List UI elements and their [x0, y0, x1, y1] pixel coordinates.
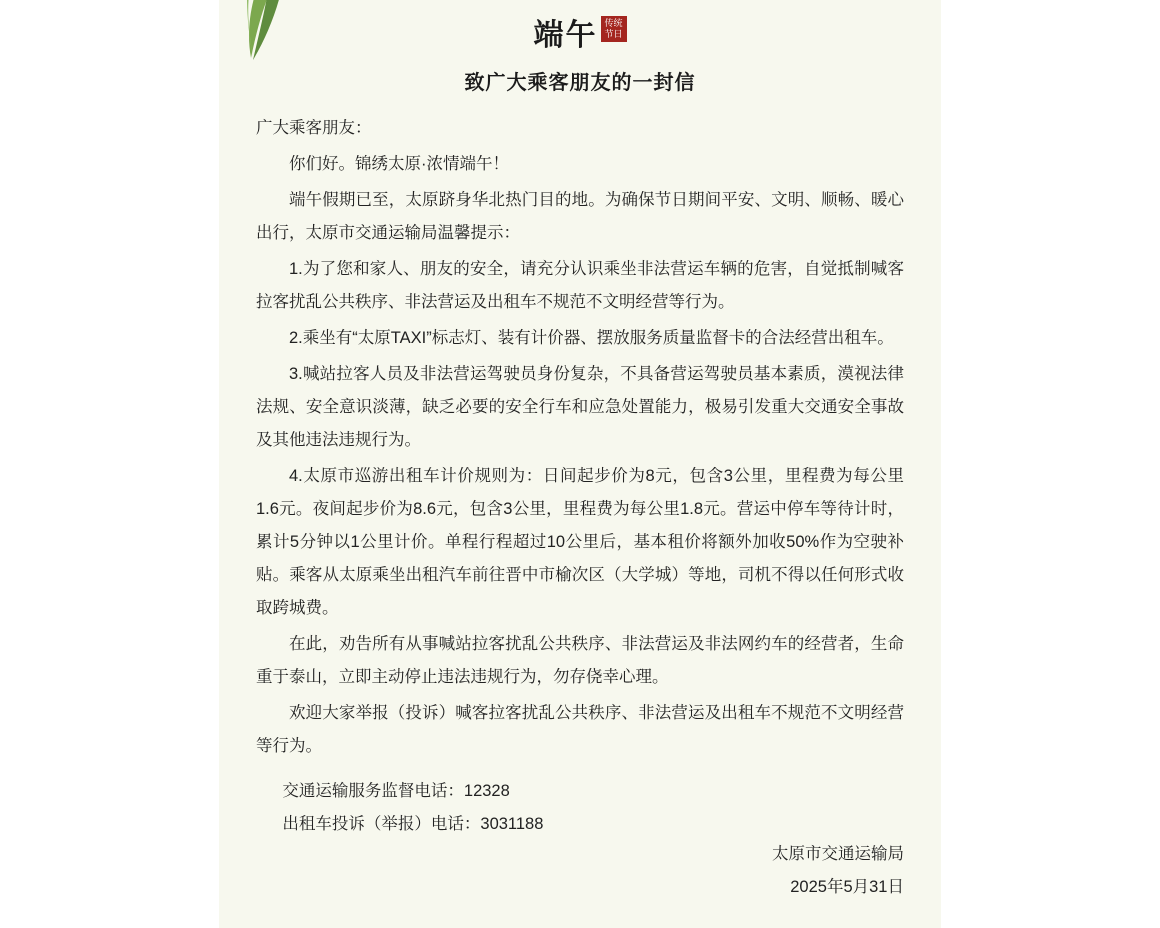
hotline-supervision: 交通运输服务监督电话：12328 — [282, 782, 510, 800]
paragraph-4: 2.乘坐有“太原TAXI”标志灯、装有计价器、摆放服务质量监督卡的合法经营出租车。 — [289, 329, 894, 347]
spacer — [256, 766, 904, 775]
paragraph-2: 端午假期已至，太原跻身华北热门目的地。为确保节日期间平安、文明、顺畅、暖心出行，太原市交通运输局温馨提示： — [256, 191, 904, 242]
paragraph-7: 在此，劝告所有从事喊站拉客扰乱公共秩序、非法营运及非法网约车的经营者，生命重于泰山，立即主动停止违法违规行为，勿存侥幸心理。 — [256, 635, 904, 686]
duanwu-logo — [219, 10, 941, 54]
signature-block — [484, 838, 904, 904]
salutation: 广大乘客朋友： — [256, 119, 372, 137]
duanwu-seal-icon: 传统节日 — [601, 16, 627, 42]
paragraph-6: 4.太原市巡游出租车计价规则为：日间起步价为8元，包含3公里，里程费为每公里1.6元。夜间起步价为8.6元，包含3公里，里程费为每公里1.8元。营运中停车等待计时，累计5分钟以1公里计价。单程行程超过10公里后，基本租价将额外加收50%作为空驶补贴。乘客从太原乘坐出租汽车前往晋中市榆次区（大学城）等地，司机不得以任何形式收取跨城费。 — [256, 467, 904, 617]
paragraph-3: 1.为了您和家人、朋友的安全，请充分认识乘坐非法营运车辆的危害，自觉抵制喊客拉客扰乱公共秩序、非法营运及出租车不规范不文明经营等行为。 — [256, 260, 904, 311]
paragraph-5: 3.喊站拉客人员及非法营运驾驶员身份复杂，不具备营运驾驶员基本素质，漠视法律法规、安全意识淡薄，缺乏必要的安全行车和应急处置能力，极易引发重大交通安全事故及其他违法违规行为。 — [256, 365, 904, 449]
paragraph-1: 你们好。锦绣太原·浓情端午！ — [289, 155, 509, 173]
signature-issuer: 太原市交通运输局 — [772, 845, 904, 863]
duanwu-logo-text: 端午 — [533, 19, 598, 52]
letter-sheet — [219, 0, 941, 928]
page-title: 致广大乘客朋友的一封信 — [464, 72, 696, 94]
signature-date: 2025年5月31日 — [790, 878, 904, 896]
hotline-taxi-complaint: 出租车投诉（举报）电话：3031188 — [282, 815, 544, 833]
letter-body — [256, 112, 904, 841]
paragraph-8: 欢迎大家举报（投诉）喊客拉客扰乱公共秩序、非法营运及出租车不规范不文明经营等行为。 — [256, 704, 904, 755]
